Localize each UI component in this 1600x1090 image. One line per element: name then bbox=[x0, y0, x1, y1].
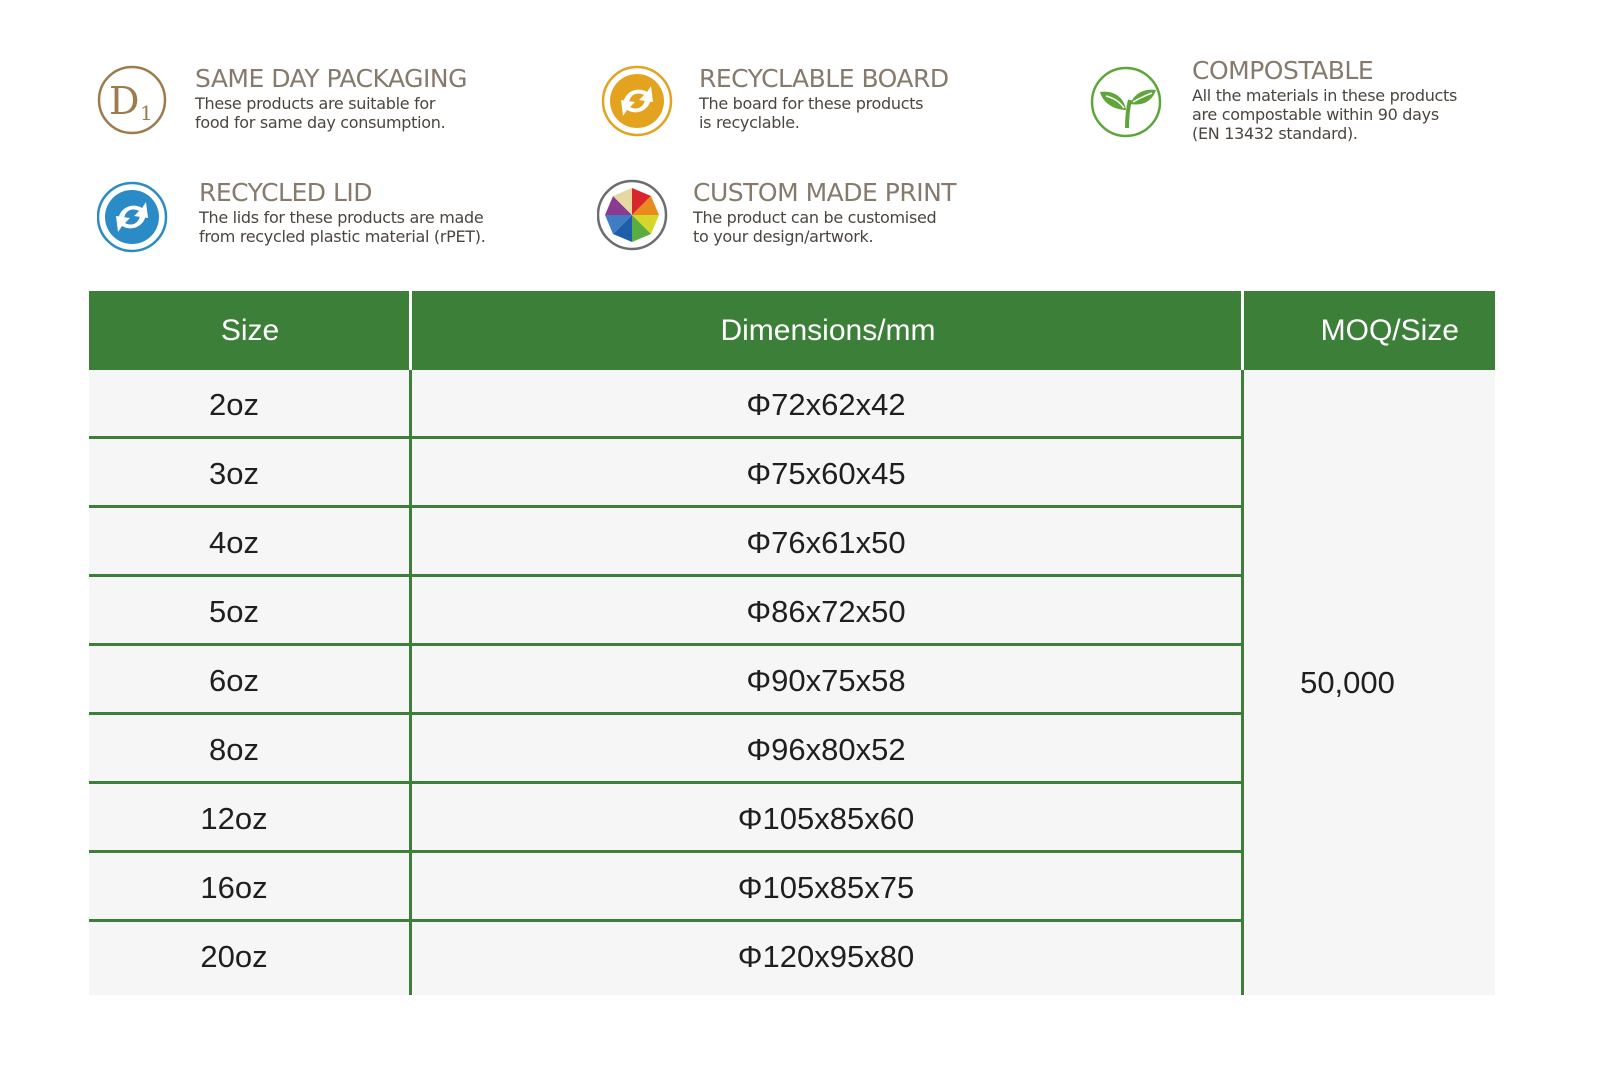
size-table bbox=[89, 291, 1495, 995]
table-row bbox=[89, 922, 1243, 991]
header-moq bbox=[1245, 291, 1495, 370]
table-row bbox=[89, 577, 1243, 646]
table-row bbox=[89, 784, 1243, 853]
feature-description-line: The lids for these products are made bbox=[199, 208, 484, 227]
feature-description-line: (EN 13432 standard). bbox=[1192, 124, 1358, 143]
dimensions-cell: Φ75x60x45 bbox=[746, 456, 906, 491]
table-row bbox=[89, 853, 1243, 922]
recycle-arrows-icon bbox=[97, 180, 171, 254]
feature-description-line: The board for these products bbox=[699, 94, 924, 113]
header-moq-label: MOQ/Size bbox=[1320, 314, 1459, 347]
leaf-sprout-icon bbox=[1090, 66, 1164, 140]
dimensions-cell: Φ105x85x75 bbox=[737, 870, 915, 905]
size-cell: 2oz bbox=[209, 387, 259, 422]
dimensions-cell: Φ76x61x50 bbox=[746, 525, 906, 560]
header-size: Size bbox=[220, 314, 280, 347]
color-wheel-icon bbox=[597, 178, 671, 252]
dimensions-cell: Φ90x75x58 bbox=[746, 663, 906, 698]
dimensions-cell: Φ72x62x42 bbox=[746, 387, 906, 422]
moq-value: 50,000 bbox=[1300, 664, 1395, 700]
header-dimensions: Dimensions/mm bbox=[720, 314, 936, 347]
size-cell: 5oz bbox=[209, 594, 259, 629]
size-cell: 16oz bbox=[200, 870, 268, 905]
feature-description-line: to your design/artwork. bbox=[693, 227, 874, 246]
table-row bbox=[89, 508, 1243, 577]
size-cell: 20oz bbox=[200, 939, 268, 974]
table-header bbox=[89, 291, 1495, 370]
feature-title: COMPOSTABLE bbox=[1192, 56, 1374, 85]
table-row bbox=[89, 439, 1243, 508]
size-cell: 8oz bbox=[209, 732, 259, 767]
d1-icon bbox=[97, 64, 171, 138]
moq-cell bbox=[1244, 370, 1495, 995]
feature-description-line: These products are suitable for bbox=[195, 94, 436, 113]
table-body bbox=[89, 370, 1243, 991]
svg-text:D: D bbox=[109, 79, 140, 123]
size-cell: 4oz bbox=[209, 525, 259, 560]
dimensions-cell: Φ86x72x50 bbox=[746, 594, 906, 629]
dimensions-cell: Φ105x85x60 bbox=[737, 801, 915, 836]
feature-description-line: from recycled plastic material (rPET). bbox=[199, 227, 486, 246]
size-cell: 6oz bbox=[209, 663, 259, 698]
feature-description-line: All the materials in these products bbox=[1192, 86, 1458, 105]
feature-description-line: The product can be customised bbox=[693, 208, 937, 227]
feature-title: RECYCLED LID bbox=[199, 178, 373, 207]
feature-title: SAME DAY PACKAGING bbox=[195, 64, 467, 93]
feature-title: RECYCLABLE BOARD bbox=[699, 64, 949, 93]
feature-description-line: is recyclable. bbox=[699, 113, 800, 132]
dimensions-cell: Φ96x80x52 bbox=[746, 732, 906, 767]
feature-description-line: food for same day consumption. bbox=[195, 113, 446, 132]
header-divider bbox=[1241, 291, 1244, 370]
dimensions-cell: Φ120x95x80 bbox=[737, 939, 915, 974]
svg-text:1: 1 bbox=[140, 101, 153, 125]
recycle-arrows-icon bbox=[601, 64, 675, 138]
size-cell: 12oz bbox=[200, 801, 268, 836]
header-divider bbox=[409, 291, 412, 370]
feature-title: CUSTOM MADE PRINT bbox=[693, 178, 957, 207]
feature-description-line: are compostable within 90 days bbox=[1192, 105, 1439, 124]
size-cell: 3oz bbox=[209, 456, 259, 491]
table-row bbox=[89, 646, 1243, 715]
table-row bbox=[89, 370, 1243, 439]
table-row bbox=[89, 715, 1243, 784]
